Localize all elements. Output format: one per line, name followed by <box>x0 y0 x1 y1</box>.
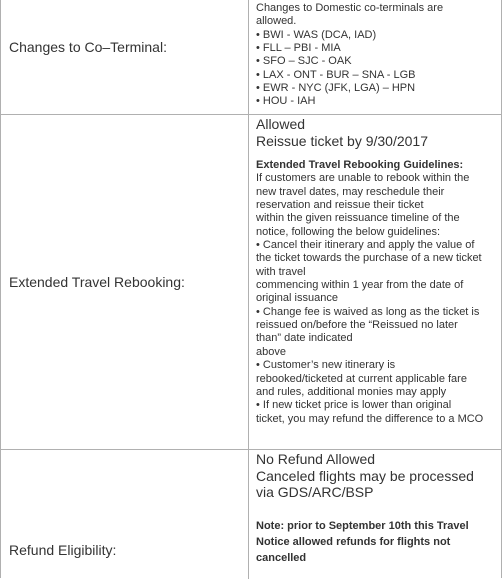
guideline-line: and rules, additional monies may apply <box>256 385 447 398</box>
co-terminal-line: • LAX - ONT - BUR – SNA - LGB <box>256 68 416 81</box>
co-terminal-line: • EWR - NYC (JFK, LGA) – HPN <box>256 82 416 95</box>
guideline-line: above <box>256 345 286 358</box>
guideline-line: within the given reissuance timeline of the <box>256 212 460 225</box>
rebooking-status: Allowed <box>256 116 306 132</box>
co-terminal-line: allowed. <box>256 15 297 28</box>
co-terminal-line: Changes to Domestic co-terminals are <box>256 2 444 14</box>
refund-note-line: Note: prior to September 10th this Travel <box>256 519 469 532</box>
guideline-line: reissued on/before the “Reissued no later <box>256 319 458 332</box>
refund-note-line: Notice allowed refunds for flights not <box>256 535 451 548</box>
rebooking-label: Extended Travel Rebooking: <box>9 274 185 290</box>
refund-label: Refund Eligibility: <box>9 542 117 558</box>
refund-status: No Refund Allowed <box>256 451 376 467</box>
guideline-line: • Cancel their itinerary and apply the value of <box>256 239 475 252</box>
refund-note-line: cancelled <box>256 551 307 564</box>
row-co-terminal <box>1 0 501 114</box>
guideline-line: notice, following the below guidelines: <box>256 225 441 238</box>
refund-processing-line: via GDS/ARC/BSP <box>256 484 374 500</box>
guideline-line: new travel dates, may reschedule their <box>256 185 445 198</box>
co-terminal-line: • HOU - IAH <box>256 95 316 108</box>
guideline-line: If customers are unable to rebook within the <box>256 172 470 185</box>
co-terminal-label: Changes to Co–Terminal: <box>9 39 167 55</box>
guideline-line: ticket, you may refund the difference to a MCO <box>256 412 484 425</box>
guideline-line: • Change fee is waived as long as the ticket is <box>256 305 480 318</box>
guideline-line: commencing within 1 year from the date of <box>256 279 464 292</box>
guideline-line: rebooked/ticketed at current applicable fare <box>256 372 467 385</box>
rebooking-reissue-date: Reissue ticket by 9/30/2017 <box>256 132 428 149</box>
row-label-cell <box>1 450 249 579</box>
guidelines-title: Extended Travel Rebooking Guidelines: <box>256 159 464 171</box>
row-extended-rebooking <box>1 114 501 450</box>
refund-processing-line: Canceled flights may be processed <box>256 467 474 484</box>
guideline-line: • Customer’s new itinerary is <box>256 359 396 372</box>
guideline-line: the ticket towards the purchase of a new ticket <box>256 252 482 265</box>
row-label-cell <box>1 115 249 450</box>
co-terminal-line: • BWI - WAS (DCA, IAD) <box>256 28 377 41</box>
guideline-line: original issuance <box>256 292 338 305</box>
guideline-line: with travel <box>256 265 306 278</box>
refund-value-cell <box>250 450 501 579</box>
rebooking-value-cell <box>250 115 501 450</box>
row-label-cell <box>1 0 249 114</box>
guideline-line: than” date indicated <box>256 332 353 345</box>
co-terminal-line: • FLL – PBI - MIA <box>256 42 341 55</box>
co-terminal-value-cell <box>250 0 501 114</box>
guideline-line: reservation and reissue their ticket <box>256 199 424 212</box>
row-refund-eligibility <box>1 449 501 579</box>
co-terminal-line: • SFO – SJC - OAK <box>256 55 352 68</box>
guideline-line: • If new ticket price is lower than original <box>256 399 452 412</box>
